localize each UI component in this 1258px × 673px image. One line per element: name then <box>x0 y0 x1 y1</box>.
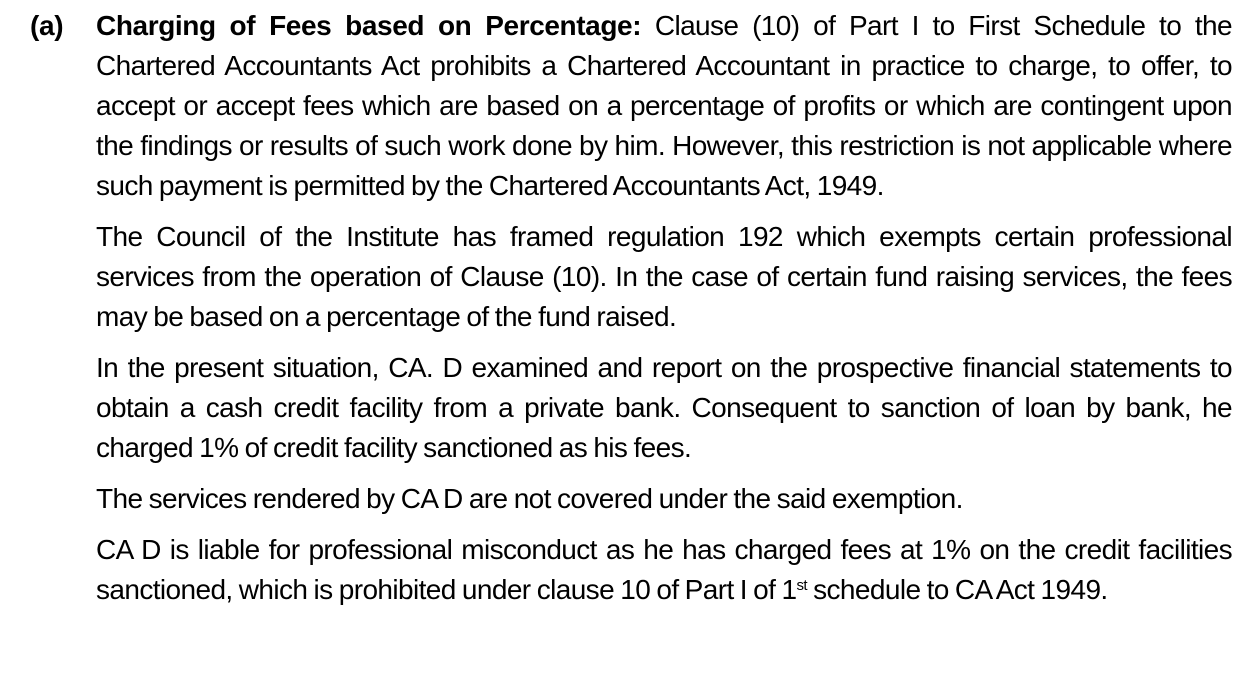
answer-label: (a) <box>30 10 64 41</box>
paragraph-5-text-a: CA D is liable for professional misconduct as he has charged fees at 1% on the credit facilities sanctioned, which is prohibited under clause 10 of Part I of 1 <box>96 534 1232 605</box>
answer-body <box>96 6 1232 621</box>
ordinal-superscript: st <box>796 576 807 594</box>
paragraph-1-text: Clause (10) of Part I to First Schedule to the Chartered Accountants Act prohibits a Chartered Accountant in practice to charge, to offer, to accept or accept fees which are based on a percentage of profits or which are contingent upon the findings or results of such work done by him. However, this restriction is not applicable where such payment is permitted by the Chartered Accountants Act, 1949. <box>96 10 1232 201</box>
answer-heading: Charging of Fees based on Percentage: <box>96 10 642 41</box>
paragraph-5 <box>96 530 1232 610</box>
paragraph-4: The services rendered by CA D are not covered under the said exemption. <box>96 483 963 514</box>
paragraph-1 <box>96 6 1232 206</box>
paragraph-2: The Council of the Institute has framed regulation 192 which exempts certain professional services from the operation of Clause (10). In the case of certain fund raising services, the fees may be based on a percentage of the fund raised. <box>96 221 1232 332</box>
paragraph-5-text-b: schedule to CA Act 1949. <box>806 574 1108 605</box>
paragraph-3: In the present situation, CA. D examined and report on the prospective financial statements to obtain a cash credit facility from a private bank. Consequent to sanction of loan by bank, he charged 1% of credit facility sanctioned as his fees. <box>96 352 1232 463</box>
